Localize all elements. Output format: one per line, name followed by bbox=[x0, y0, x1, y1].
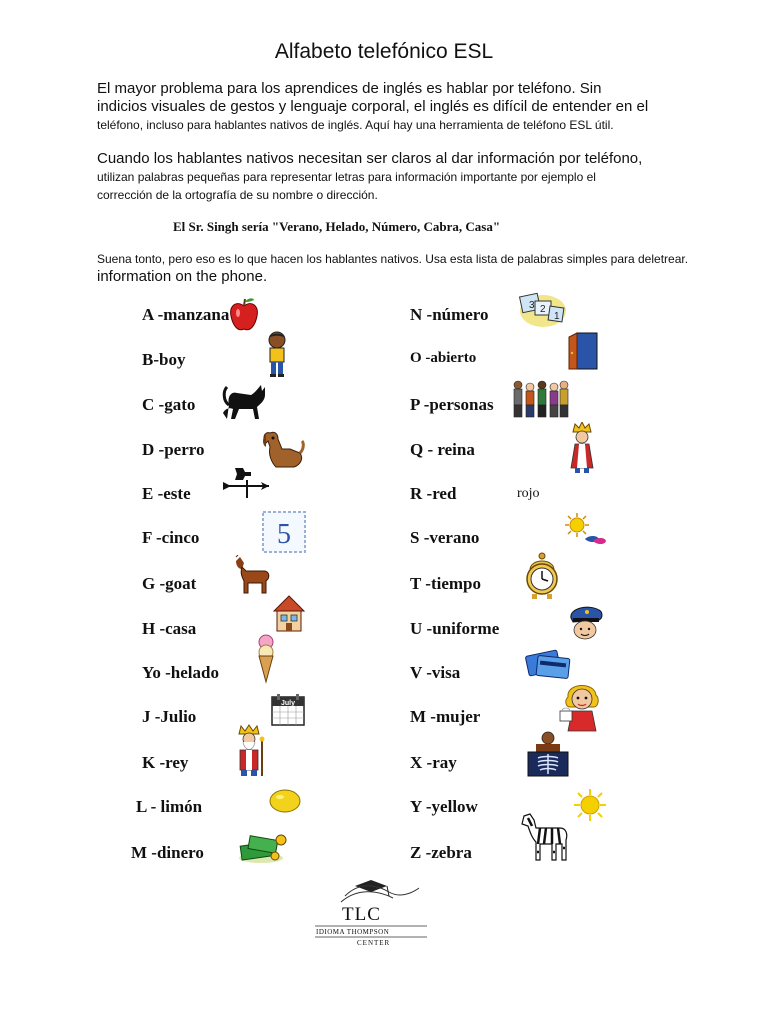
xray-icon bbox=[526, 730, 570, 778]
intro-line-1: El mayor problema para los aprendices de inglés es hablar por teléfono. Sin bbox=[97, 80, 602, 97]
house-icon bbox=[272, 593, 306, 633]
entry-m-left: M -dinero bbox=[131, 843, 204, 862]
entry-o: O -abierto bbox=[410, 350, 477, 366]
king-icon bbox=[231, 724, 267, 778]
ice-cream-icon bbox=[256, 634, 276, 684]
summer-icon bbox=[563, 511, 607, 551]
entry-b: B-boy bbox=[142, 350, 186, 369]
svg-text:July: July bbox=[280, 700, 296, 707]
entry-l: L - limón bbox=[136, 797, 203, 816]
native-paragraph bbox=[97, 150, 697, 204]
cat-icon bbox=[221, 383, 267, 421]
entry-i: Yo -helado bbox=[142, 663, 219, 682]
entry-m-right: M -mujer bbox=[410, 707, 481, 726]
dog-icon bbox=[260, 427, 306, 469]
entry-f: F -cinco bbox=[142, 528, 200, 547]
money-icon bbox=[237, 832, 289, 864]
entry-y: Y -yellow bbox=[410, 797, 478, 816]
logo-line-1: IDIOMA THOMPSON bbox=[316, 928, 390, 936]
entry-v: V -visa bbox=[410, 663, 461, 682]
entry-a: A -manzana bbox=[142, 305, 230, 324]
goat-icon bbox=[232, 555, 272, 595]
uniform-icon bbox=[565, 604, 605, 640]
number-five-icon bbox=[262, 511, 306, 553]
entry-c: C -gato bbox=[142, 395, 196, 414]
entry-u: U -uniforme bbox=[410, 619, 500, 638]
entry-s: S -verano bbox=[410, 528, 480, 547]
calendar-icon bbox=[271, 694, 305, 726]
boy-icon bbox=[262, 330, 292, 380]
rojo-word: rojo bbox=[517, 486, 540, 501]
entry-n: N -número bbox=[410, 305, 489, 324]
entry-j: J -Julio bbox=[142, 707, 197, 726]
svg-text:5: 5 bbox=[277, 519, 291, 550]
advice-line-2: information on the phone. bbox=[97, 268, 268, 285]
woman-icon bbox=[558, 681, 606, 733]
entry-p: P -personas bbox=[410, 395, 494, 414]
clock-icon bbox=[524, 552, 560, 600]
logo-line-2: CENTER bbox=[357, 939, 391, 947]
native-line-1: Cuando los hablantes nativos necesitan ser claros al dar información por teléfono, bbox=[97, 150, 643, 167]
visa-card-icon bbox=[524, 647, 572, 679]
entry-d: D -perro bbox=[142, 440, 205, 459]
apple-icon bbox=[228, 296, 260, 334]
entry-z: Z -zebra bbox=[410, 843, 472, 862]
example-sentence: El Sr. Singh sería "Verano, Helado, Número, Cabra, Casa" bbox=[173, 219, 501, 234]
native-line-2: utilizan palabras pequeñas para representar letras para información importante por ejemplo el bbox=[97, 170, 596, 184]
intro-line-3: teléfono, incluso para hablantes nativos de inglés. Aquí hay una herramienta de teléfono ESL útil. bbox=[97, 118, 614, 132]
svg-text:3: 3 bbox=[529, 300, 535, 311]
entry-t: T -tiempo bbox=[410, 574, 481, 593]
entry-g: G -goat bbox=[142, 574, 197, 593]
svg-text:1: 1 bbox=[554, 311, 560, 322]
weathervane-icon bbox=[221, 466, 271, 498]
entry-x: X -ray bbox=[410, 753, 457, 772]
entry-k: K -rey bbox=[142, 753, 189, 772]
people-icon bbox=[510, 377, 570, 419]
intro-paragraph bbox=[97, 80, 697, 134]
entry-q: Q - reina bbox=[410, 440, 475, 459]
svg-text:2: 2 bbox=[540, 304, 546, 315]
logo-name: TLC bbox=[342, 904, 381, 925]
lemon-icon bbox=[268, 788, 302, 814]
open-door-icon bbox=[567, 331, 599, 371]
queen-icon bbox=[565, 422, 599, 474]
numbers-icon bbox=[517, 291, 567, 329]
sun-icon bbox=[573, 788, 607, 822]
entry-r: R -red bbox=[410, 484, 457, 503]
native-line-3: corrección de la ortografía de su nombre o dirección. bbox=[97, 188, 378, 202]
intro-line-2: indicios visuales de gestos y lenguaje corporal, el inglés es difícil de entender en el bbox=[97, 98, 649, 115]
advice-paragraph bbox=[97, 250, 697, 286]
advice-line-1: Suena tonto, pero eso es lo que hacen los hablantes nativos. Usa esta lista de palabras simples para deletrear. bbox=[97, 252, 689, 266]
entry-h: H -casa bbox=[142, 619, 197, 638]
page-title: Alfabeto telefónico ESL bbox=[274, 40, 494, 63]
zebra-icon bbox=[520, 812, 572, 862]
entry-e: E -este bbox=[142, 484, 191, 503]
